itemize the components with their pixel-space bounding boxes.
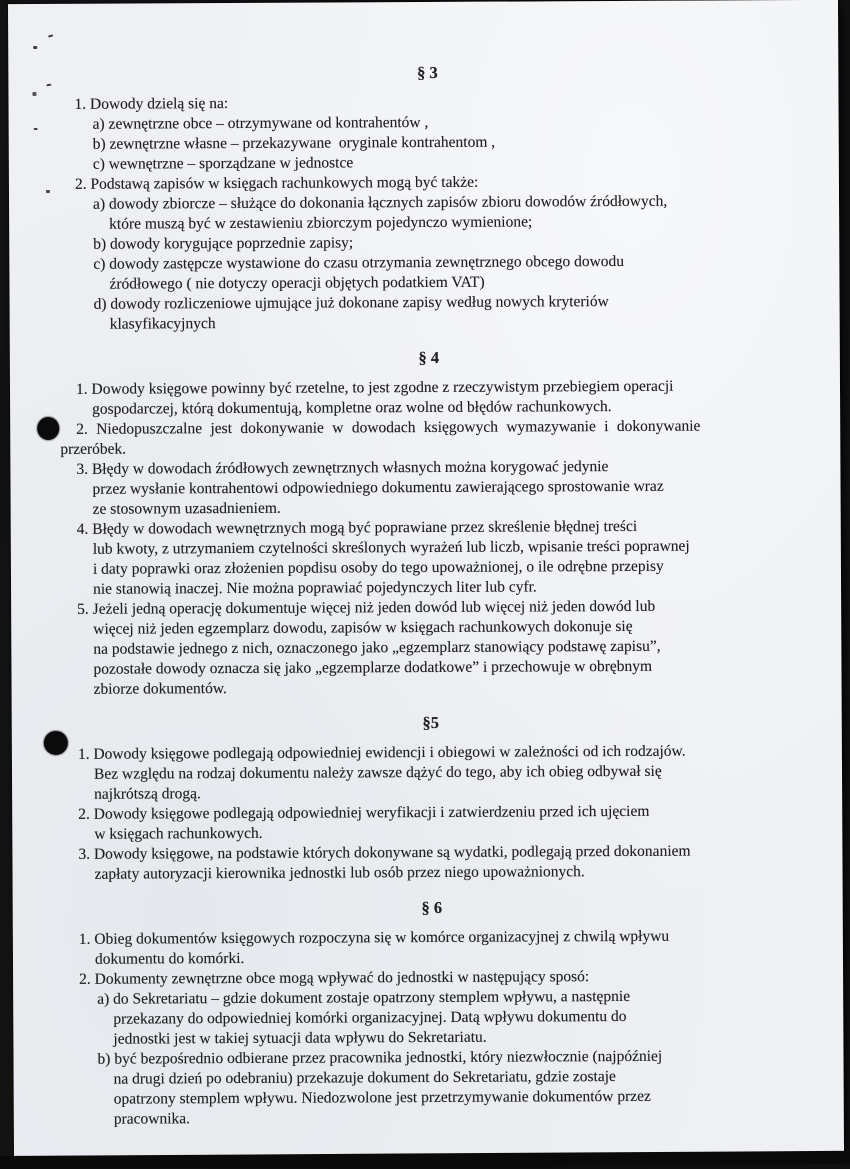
text-line: w księgach rachunkowych. [94,824,263,843]
text-line: zapłaty autoryzacji kierownika jednostki lub osób przez niego upoważnionych. [94,863,585,883]
text-line: zbiorze dokumentów. [93,680,227,698]
text-line: gospodarczej, którą dokumentują, kompletne oraz wolne od błędów rachunkowych. [92,398,612,418]
text-line: przekazany do odpowiedniej komórki organizacyjnej. Datą wpływu dokumentu do [113,1007,627,1028]
section-heading: § 6 [421,897,443,918]
text-line: a) dowody zbiorcze – służące do dokonania łącznych zapisów zbioru dowodów źródłowych, [92,192,668,213]
text-line: na podstawie jednego z nich, oznaczonego jako „egzemplarz stanowiący podstawę zapisu”, [93,637,661,658]
text-line: najkrótszą drogą. [94,785,201,803]
text-line: 1. Dowody księgowe powinny być rzetelne, to jest zgodne z rzeczywistym przebiegiem operacji [75,377,674,398]
text-line: 3. Błędy w dowodach źródłowych zewnętrznych własnych można korygować jedynie [76,458,609,478]
text-line: c) wewnętrzne – sporządzane w jednostce [92,154,354,173]
text-line: i daty poprawki oraz złożenien popdisu osoby do tego upoważnionej, o ile odrębne przepisy [92,557,664,578]
text-line: przez wysłanie kontrahentowi odpowiedniego dokumentu zawierającego sprostowanie wraz [92,477,664,498]
text-line: b) zewnętrzne własne – przekazywane oryginale kontrahentom , [92,133,496,153]
text-line: 4. Błędy w dowodach wewnętrznych mogą być poprawiane przez skreślenie błędnej treści [76,517,638,538]
text-line: pozostałe dowody oznacza się jako „egzemplarze dodatkowe” i przechowuje w obrębnym [93,657,653,678]
text-line: 1. Obieg dokumentów księgowych rozpoczyna się w komórce organizacyjnej z chwilą wpływu [78,927,670,948]
text-line: nie stanowią inaczej. Nie można poprawiać pojedynczych liter lub cyfr. [93,578,537,598]
text-line: 2. Niedopuszczalne jest dokonywanie w dowodach księgowych wymazywanie i dokonywanie [76,417,701,438]
text-line: 2. Dowody księgowe podlegają odpowiedniej weryfikacji i zatwierdzeniu przed ich ujęciem [78,802,650,823]
document-page [8,0,844,1156]
text-line: więcej niż jeden egzemplarz dowodu, zapisów w księgach rachunkowych dokonuje się [93,617,633,638]
text-line: dokumentu do komórki. [94,949,245,968]
text-line: b) być bezpośrednio odbierane przez pracownika jednostki, który niezwłocznie (najpóźniej [97,1047,663,1068]
scan-speck [32,92,36,96]
scan-speck [33,46,37,49]
scan-speck [46,190,50,193]
section-heading: §5 [422,712,440,733]
text-line: 3. Dowody księgowe, na podstawie których dokonywane są wydatki, podlegają przed dokonaniem [78,842,691,863]
text-line: 1. Dowody dzielą się na: [74,95,229,113]
text-line: Bez względu na rodzaj dokumentu należy zawsze dążyć do tego, aby ich obieg odbywał się [93,762,662,783]
text-line: a) do Sekretariatu – gdzie dokument zostaje opatrzony stemplem wpływu, a następnie [97,987,631,1008]
text-line: b) dowody korygujące poprzednie zapisy; [93,234,354,253]
text-line: przeróbek. [60,440,127,458]
hole-punch-mark [37,417,59,440]
text-line: 1. Dowody księgowe podlegają odpowiedniej ewidencji i obiegowi w zależności od ich rodzajów. [77,742,686,763]
text-line: d) dowody rozliczeniowe ujmujące już dokonane zapisy według nowych kryteriów [93,293,609,313]
document-section [63,896,802,1130]
section-heading: § 3 [416,62,438,83]
text-line: na drugi dzień po odebraniu) przekazuje dokument do Sekretariatu, gdzie zostaje [113,1068,616,1088]
section-heading: § 4 [418,347,440,368]
scan-speck [48,34,53,37]
text-line: pracownika. [113,1110,191,1128]
text-line: ze stosownym uzasadnieniem. [92,499,281,518]
document-section [62,711,801,885]
document-content [8,61,844,1130]
text-line: 5. Jeżeli jedną operację dokumentuje więcej niż jeden dowód lub więcej niż jeden dowód lub [77,597,656,618]
text-line: opatrzony stemplem wpływu. Niedozwolone jest przetrzymywanie dokumentów przez [113,1087,651,1108]
text-line: źródłowego ( nie dotyczy operacji objętych podatkiem VAT) [109,273,485,293]
text-line: jednostki jest w takiej sytuacji data wpływu do Sekretariatu. [113,1028,487,1048]
text-line: lub kwoty, z utrzymaniem czytelności skreślonych wyrażeń lub liczb, wpisanie treści poprawnej [92,537,690,558]
text-line: a) zewnętrzne obce – otrzymywane od kontrahentów , [92,113,429,133]
document-section [60,346,800,700]
text-line: c) dowody zastępcze wystawione do czasu otrzymania zewnętrznego obcego dowodu [93,252,625,273]
text-line: 2. Podstawą zapisów w księgach rachunkowych mogą być także: [74,173,479,193]
document-section [58,61,797,335]
text-line: 2. Dokumenty zewnętrzne obce mogą wpływać do jednostki w następujący sposó: [79,968,590,988]
scan-speck [34,128,38,130]
text-line: które muszą być w zestawieniu zbiorczym pojedynczo wymienione; [109,213,533,233]
text-line: klasyfikacyjnych [109,315,216,333]
hole-punch-mark [44,731,68,755]
